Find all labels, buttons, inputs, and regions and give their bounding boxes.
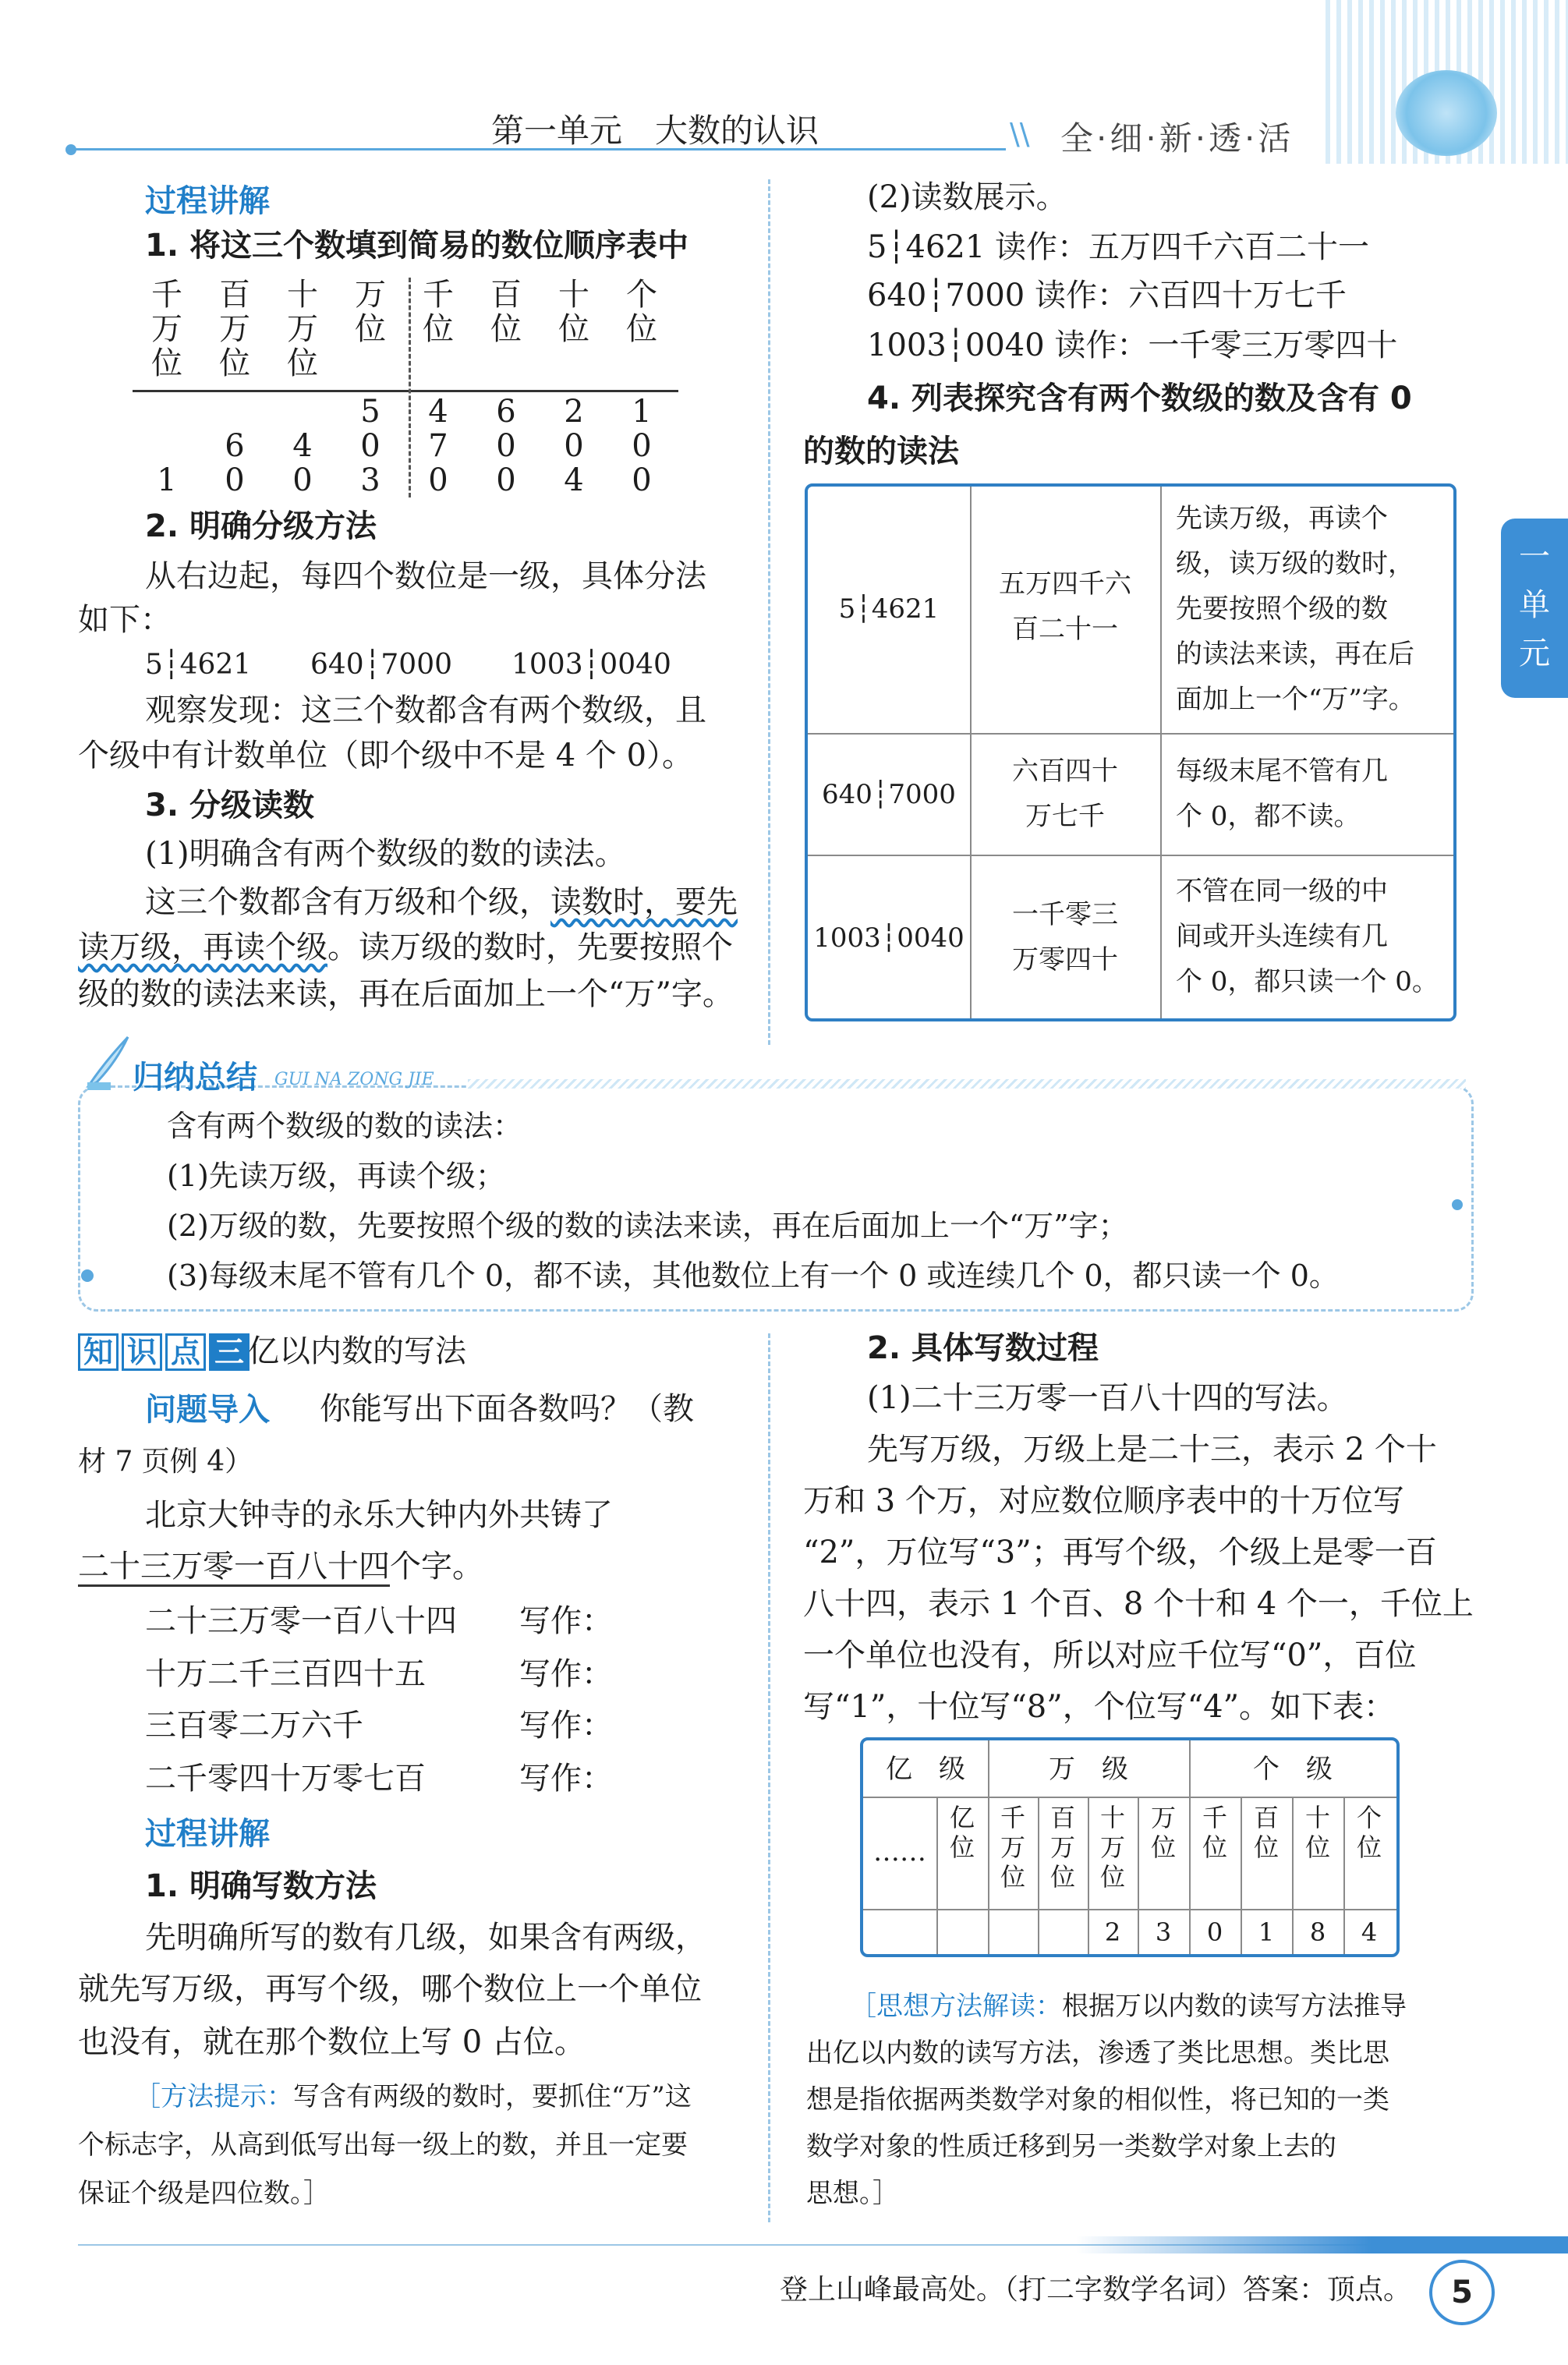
table-rule-text: 级，读万级的数时， (1176, 548, 1414, 579)
place-header (279, 278, 326, 381)
digit: 6 (496, 394, 516, 430)
table-rule-text: 不管在同一级的中 (1176, 876, 1388, 907)
split-example: 640┆7000 (310, 649, 453, 681)
exercise-label: 写作： (519, 1603, 613, 1639)
table-reading: 五万四千六 (999, 568, 1131, 600)
step3-sub: (1)明确含有两个数级的数的读法。 (145, 836, 626, 872)
place-label (1343, 1803, 1395, 1862)
table-rule-text: 每级末尾不管有几 (1176, 756, 1388, 787)
split-example: 5┆4621 (145, 649, 252, 681)
place-header (415, 278, 462, 346)
step3-title: 3. 分级读数 (145, 788, 314, 823)
digit: 6 (225, 428, 245, 464)
place-header (550, 278, 597, 346)
tag-char: 识 (122, 1333, 162, 1371)
intro-label: 问题导入 (145, 1392, 270, 1428)
place-value: 4 (1361, 1917, 1378, 1947)
summary-line: (3)每级末尾不管有几个 0，都不读，其他数位上有一个 0 或连续几个 0，都只读一个 0。 (167, 1259, 1339, 1293)
section-label-process: 过程讲解 (145, 183, 270, 219)
digit: 0 (496, 428, 516, 464)
story-text: 北京大钟寺的永乐大钟内外共铸了 (145, 1497, 613, 1533)
write-step1-title: 1. 明确写数方法 (145, 1868, 377, 1904)
summary-line: (1)先读万级，再读个级； (167, 1159, 505, 1193)
column-divider-top (768, 179, 770, 1045)
step3-paragraph (78, 922, 733, 973)
table-rule-text: 的读法来读，再在后 (1176, 639, 1414, 670)
write-step2-text: “2”，万位写“3”；再写个级，个级上是零一百 (803, 1535, 1437, 1570)
step1-title: 1. 将这三个数填到简易的数位顺序表中 (145, 228, 688, 264)
place-label (1189, 1803, 1241, 1862)
digit: 0 (632, 462, 652, 498)
step3-paragraph (145, 876, 738, 928)
page-number: 5 (1429, 2260, 1495, 2325)
place-header (143, 278, 190, 381)
digit: 0 (360, 428, 380, 464)
step3-text: 级的数的读法来读，再在后面加上一个“万”字。 (78, 976, 734, 1012)
exercise-number: 二千零四十万零七百 (145, 1761, 426, 1797)
place-header (483, 278, 529, 346)
table-line (863, 1909, 1396, 1910)
place-header-text: 千位 (423, 277, 454, 347)
place-value: 3 (1155, 1917, 1172, 1947)
hint-bracket: ［ (850, 1991, 876, 2022)
table-rule-text: 面加上一个“万”字。 (1176, 684, 1415, 715)
place-label-text: 十位 (1304, 1803, 1330, 1862)
place-label (1241, 1803, 1292, 1862)
table-rule (133, 390, 678, 392)
slogan: 全·细·新·透·活 (1060, 119, 1294, 158)
table-rule-text: 先读万级，再读个 (1176, 503, 1388, 534)
hint-label: 方法提示： (161, 2081, 293, 2112)
digit: 2 (564, 394, 584, 430)
section-label-process: 过程讲解 (145, 1816, 270, 1852)
place-label-text: 十万位 (1099, 1803, 1125, 1892)
digit: 0 (428, 462, 448, 498)
step2-text: 如下： (78, 602, 172, 638)
place-value: 1 (1258, 1917, 1275, 1947)
table-reading: 六百四十 (1012, 756, 1118, 787)
hint-text: 个标志字，从高到低写出每一级上的数，并且一定要 (78, 2130, 688, 2161)
digit: 7 (428, 428, 448, 464)
unit-side-tab[interactable] (1501, 519, 1568, 698)
place-label (936, 1803, 988, 1862)
table-reading: 百二十一 (1012, 614, 1118, 645)
step2-text: 从右边起，每四个数位是一级，具体分法 (145, 558, 706, 594)
write-step2-title: 2. 具体写数过程 (867, 1330, 1099, 1366)
digit: 1 (157, 462, 177, 498)
step2-title: 2. 明确分级方法 (145, 508, 377, 544)
hint-bracket: ［ (134, 2081, 161, 2112)
write-step1-text: 先明确所写的数有几级，如果含有两级， (145, 1920, 706, 1956)
place-value: 0 (1206, 1917, 1223, 1947)
hint-text: 思想。］ (806, 2178, 899, 2209)
unit-title: 第一单元 大数的认识 (491, 112, 819, 150)
place-label (1138, 1803, 1189, 1862)
summary-decoration (468, 1079, 1466, 1089)
place-label-text: 千位 (1202, 1803, 1227, 1862)
place-header-text: 个位 (626, 277, 657, 347)
write-step1-text: 就先写万级，再写个级，哪个数位上一个单位 (78, 1971, 702, 2007)
place-label (1088, 1803, 1138, 1892)
place-header-text: 千万位 (151, 277, 182, 381)
digit: 4 (292, 428, 313, 464)
table-rule-text: 个 0，都不读。 (1176, 801, 1361, 832)
write-step2-text: 一个单位也没有，所以对应千位写“0”，百位 (803, 1637, 1417, 1673)
tag-char: 点 (165, 1333, 206, 1371)
step3-text: 这三个数都含有万级和个级， (145, 884, 550, 920)
place-label (1038, 1803, 1088, 1892)
digit: 0 (225, 462, 245, 498)
knowledge-point-tag (78, 1333, 253, 1371)
place-header-text: 万位 (355, 277, 386, 347)
table-reading: 万七千 (1025, 801, 1105, 832)
knowledge-point-title: 亿以内数的写法 (248, 1333, 466, 1369)
hint-text: 写含有两级的数时，要抓住“万”这 (293, 2081, 692, 2112)
write-step2-text: 八十四，表示 1 个百、8 个十和 4 个一，千位上 (803, 1586, 1474, 1622)
place-label (1292, 1803, 1343, 1862)
reading-rules-table (805, 483, 1457, 1021)
column-divider-bottom (768, 1333, 770, 2222)
intro-question: 你能写出下面各数吗？（教 (320, 1391, 694, 1427)
digit: 0 (564, 428, 584, 464)
write-step1-text: 也没有，就在那个数位上写 0 占位。 (78, 2024, 586, 2060)
table-line (863, 1797, 1396, 1798)
summary-pinyin: GUI NA ZONG JIE (274, 1070, 434, 1089)
table-line (808, 733, 1453, 735)
reading-example: 1003┆0040 读作：一千零三万零四十 (867, 327, 1398, 363)
observation-text: 个级中有计数单位（即个级中不是 4 个 0）。 (78, 738, 694, 774)
summary-title: 归纳总结 (133, 1060, 257, 1096)
digit: 0 (632, 428, 652, 464)
place-header-text: 十万位 (287, 277, 318, 381)
reading-sub-title: (2)读数展示。 (867, 179, 1067, 215)
observation-text: 观察发现：这三个数都含有两个数级，且 (145, 692, 706, 728)
table-number: 640┆7000 (822, 779, 956, 810)
quill-icon (81, 1031, 136, 1093)
table-line (1160, 487, 1162, 1018)
hint-text: 想是指依据两类数学对象的相似性，将已知的一类 (806, 2084, 1389, 2115)
tag-char: 知 (78, 1333, 119, 1371)
footer-bar (1076, 2236, 1568, 2253)
digit: 4 (564, 462, 584, 498)
slash-icon: \\ (1010, 117, 1030, 151)
summary-line: (2)万级的数，先要按照个级的数的读法来读，再在后面加上一个“万”字； (167, 1209, 1128, 1243)
hint-text: 数学对象的性质迁移到另一类数学对象上去的 (806, 2131, 1336, 2162)
place-label-text: 百位 (1253, 1803, 1279, 1862)
write-step2-sub: (1)二十三万零一百八十四的写法。 (867, 1380, 1348, 1416)
digit: 3 (360, 462, 380, 498)
hint-text: 出亿以内数的读写方法，渗透了类比思想。类比思 (806, 2038, 1389, 2069)
hint-text: 根据万以内数的读写方法推导 (1062, 1991, 1407, 2022)
hint-text: 保证个级是四位数。］ (78, 2178, 330, 2209)
exercise-label: 写作： (519, 1656, 613, 1692)
step3-text: 。读万级的数时，先要按照个 (327, 929, 733, 965)
thinking-hint (850, 1984, 1407, 2029)
method-hint (134, 2074, 692, 2119)
ellipsis: …… (873, 1836, 926, 1868)
digit: 5 (360, 394, 380, 430)
digit: 0 (496, 462, 516, 498)
place-label (988, 1803, 1038, 1892)
exercise-number: 三百零二万六千 (145, 1708, 363, 1744)
write-step2-text: 先写万级，万级上是二十三，表示 2 个十 (867, 1432, 1437, 1468)
place-value-table (125, 278, 686, 504)
hint-label: 思想方法解读： (876, 1991, 1062, 2022)
place-value-chart (860, 1737, 1400, 1957)
class-divider (409, 278, 411, 497)
exercise-number: 十万二千三百四十五 (145, 1656, 426, 1692)
place-value: 8 (1309, 1917, 1326, 1947)
place-header (618, 278, 665, 346)
place-header-text: 十位 (558, 277, 589, 347)
place-label-text: 个位 (1356, 1803, 1382, 1862)
story-text: 个字。 (390, 1549, 483, 1584)
table-rule-text: 先要按照个级的数 (1176, 593, 1388, 625)
exercise-number: 二十三万零一百八十四 (145, 1603, 457, 1639)
place-header (211, 278, 258, 381)
step4-title: 的数的读法 (803, 434, 959, 469)
split-example: 1003┆0040 (511, 649, 671, 681)
intro-question: 材 7 页例 4） (78, 1446, 253, 1478)
table-number: 1003┆0040 (813, 922, 965, 954)
table-rule-text: 间或开头连续有几 (1176, 921, 1388, 952)
group-header: 万 级 (1049, 1754, 1128, 1785)
table-reading: 一千零三 (1012, 899, 1118, 930)
table-rule-text: 个 0，都只读一个 0。 (1176, 966, 1439, 997)
digit: 1 (632, 394, 652, 430)
reading-example: 5┆4621 读作：五万四千六百二十一 (867, 229, 1370, 265)
place-header-text: 百万位 (219, 277, 250, 381)
footer-riddle: 登上山峰最高处。（打二字数学名词）答案：顶点。 (780, 2274, 1412, 2306)
write-step2-text: 写“1”，十位写“8”，个位写“4”。如下表： (803, 1689, 1396, 1725)
write-step2-text: 万和 3 个万，对应数位顺序表中的十万位写 (803, 1483, 1404, 1519)
summary-dot (1452, 1199, 1463, 1210)
step3-emphasis: 读数时，要先 (550, 884, 738, 920)
exercise-label: 写作： (519, 1708, 613, 1744)
exercise-label: 写作： (519, 1761, 613, 1797)
place-label-text: 百万位 (1049, 1803, 1075, 1892)
step3-emphasis: 读万级，再读个级 (78, 929, 327, 965)
summary-line: 含有两个数级的数的读法： (167, 1109, 523, 1143)
reading-example: 640┆7000 读作：六百四十万七千 (867, 278, 1347, 313)
digit: 4 (428, 394, 448, 430)
digit: 0 (292, 462, 313, 498)
place-value: 2 (1104, 1917, 1121, 1947)
place-header-text: 百位 (490, 277, 522, 347)
place-header (347, 278, 394, 346)
tag-char: 三 (209, 1333, 250, 1371)
table-line (808, 855, 1453, 856)
book-logo-icon (1396, 70, 1497, 156)
step4-title: 4. 列表探究含有两个数级的数及含有 0 (867, 381, 1412, 416)
place-label-text: 亿位 (949, 1803, 975, 1862)
summary-dot (81, 1269, 94, 1282)
place-label-text: 千万位 (1000, 1803, 1025, 1892)
header-dot (65, 144, 76, 155)
table-reading: 万零四十 (1012, 944, 1118, 975)
story-number: 二十三万零一百八十四 (78, 1549, 390, 1587)
table-number: 5┆4621 (838, 593, 940, 625)
place-label-text: 万位 (1150, 1803, 1176, 1862)
unit-side-tab-label: 一单元 (1519, 539, 1550, 671)
group-header: 亿 级 (886, 1754, 965, 1785)
group-header: 个 级 (1253, 1754, 1333, 1785)
story-paragraph (78, 1541, 483, 1592)
